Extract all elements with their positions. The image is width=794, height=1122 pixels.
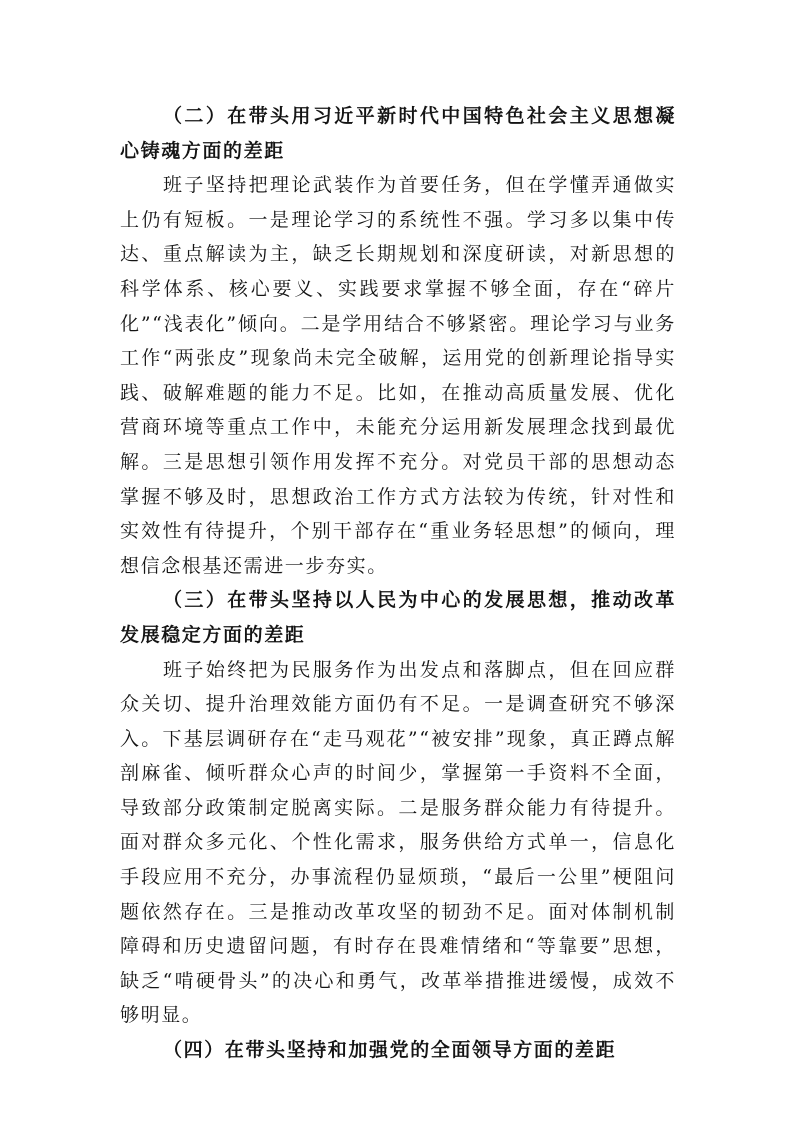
section-3-heading: （三）在带头坚持以人民为中心的发展思想，推动改革发展稳定方面的差距 (120, 589, 676, 646)
section-2-paragraph: 班子坚持把理论武装作为首要任务，但在学懂弄通做实上仍有短板。一是理论学习的系统性不强。学习多以集中传达、重点解读为主，缺乏长期规划和深度研读，对新思想的科学体系、核心要义、实践要求掌握不够全面，存在“碎片化”“浅表化”倾向。二是学用结合不够紧密。理论学习与业务工作“两张皮”现象尚未完全破解，运用党的创新理论指导实践、破解难题的能力不足。比如，在推动高质量发展、优化营商环境等重点工作中，未能充分运用新发展理念找到最优解。三是思想引领作用发挥不充分。对党员干部的思想动态掌握不够及时，思想政治工作方式方法较为传统，针对性和实效性有待提升，个别干部存在“重业务轻思想”的倾向，理想信念根基还需进一步夯实。 (120, 174, 676, 577)
section-2-heading: （二）在带头用习近平新时代中国特色社会主义思想凝心铸魂方面的差距 (120, 105, 676, 162)
document-body (120, 99, 676, 1068)
section-3-paragraph: 班子始终把为民服务作为出发点和落脚点，但在回应群众关切、提升治理效能方面仍有不足。一是调查研究不够深入。下基层调研存在“走马观花”“被安排”现象，真正蹲点解剖麻雀、倾听群众心声的时间少，掌握第一手资料不全面，导致部分政策制定脱离实际。二是服务群众能力有待提升。面对群众多元化、个性化需求，服务供给方式单一，信息化手段应用不充分，办事流程仍显烦琐，“最后一公里”梗阻问题依然存在。三是推动改革攻坚的韧劲不足。面对体制机制障碍和历史遗留问题，有时存在畏难情绪和“等靠要”思想，缺乏“啃硬骨头”的决心和勇气，改革举措推进缓慢，成效不够明显。 (120, 658, 676, 1027)
section-4-heading: （四）在带头坚持和加强党的全面领导方面的差距 (163, 1039, 617, 1062)
